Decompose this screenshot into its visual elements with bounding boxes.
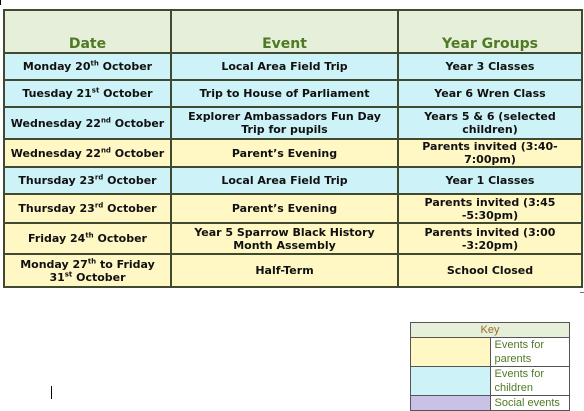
key-label-children: Events for children xyxy=(490,367,570,396)
key-swatch-children xyxy=(411,367,491,396)
header-date: Date xyxy=(4,10,171,53)
date-text: October xyxy=(110,116,165,130)
date-text: Monday 20 xyxy=(22,60,91,73)
date-text: Thursday 23 xyxy=(18,202,95,215)
year-groups-cell: Years 5 & 6 (selected children) xyxy=(398,107,582,139)
key-title: Key xyxy=(411,323,570,338)
key-label-parents: Events for parents xyxy=(490,338,570,367)
year-groups-cell: Parents invited (3:00 -3:20pm) xyxy=(398,223,582,254)
date-cell xyxy=(4,194,171,223)
text-boundary-mark xyxy=(0,0,1,5)
key-swatch-social xyxy=(411,396,491,411)
key-row-children xyxy=(411,367,570,396)
date-ordinal: nd xyxy=(100,145,111,154)
date-cell xyxy=(4,80,171,107)
date-text: Wednesday 22 xyxy=(10,116,101,130)
key-row-social xyxy=(411,396,570,411)
date-ordinal: rd xyxy=(94,173,104,182)
table-row xyxy=(4,53,582,80)
table-row xyxy=(4,194,582,223)
date-text: October xyxy=(72,270,126,284)
table-resize-mark xyxy=(580,292,584,293)
year-groups-cell: Year 3 Classes xyxy=(398,53,582,80)
year-groups-cell: Parents invited (3:40-7:00pm) xyxy=(398,139,582,167)
event-cell: Trip to House of Parliament xyxy=(171,80,398,107)
event-cell: Parent’s Evening xyxy=(171,139,398,167)
date-ordinal: rd xyxy=(94,201,104,210)
date-cell xyxy=(4,167,171,194)
table-row xyxy=(4,80,582,107)
date-ordinal: st xyxy=(64,269,73,278)
date-text: October xyxy=(99,87,153,100)
table-row xyxy=(4,167,582,194)
year-groups-cell: School Closed xyxy=(398,254,582,287)
key-swatch-parents xyxy=(411,338,491,367)
date-text: to Friday 31 xyxy=(49,257,155,284)
event-cell: Parent’s Evening xyxy=(171,194,398,223)
key-row-parents xyxy=(411,338,570,367)
date-cell xyxy=(4,223,171,254)
key-table xyxy=(410,322,570,411)
date-cell xyxy=(4,254,171,287)
date-ordinal: nd xyxy=(100,115,111,124)
event-cell: Half-Term xyxy=(171,254,398,287)
event-cell: Explorer Ambassadors Fun Day Trip for pupils xyxy=(171,107,398,139)
date-ordinal: th xyxy=(87,256,97,265)
date-text: Monday 27 xyxy=(20,257,88,271)
key-label-social: Social events xyxy=(490,396,570,411)
date-text: October xyxy=(103,202,157,215)
event-cell: Local Area Field Trip xyxy=(171,167,398,194)
event-cell: Year 5 Sparrow Black History Month Assembly xyxy=(171,223,398,254)
date-text: October xyxy=(98,60,153,73)
text-cursor[interactable] xyxy=(51,386,52,399)
date-cell xyxy=(4,53,171,80)
header-row xyxy=(4,10,582,53)
date-ordinal: st xyxy=(91,86,100,95)
date-text: Tuesday 21 xyxy=(22,87,92,100)
date-text: October xyxy=(103,174,157,187)
header-event: Event xyxy=(171,10,398,53)
date-text: October xyxy=(93,232,147,245)
date-text: Friday 24 xyxy=(28,232,86,245)
table-row xyxy=(4,223,582,254)
table-row xyxy=(4,254,582,287)
year-groups-cell: Parents invited (3:45 -5:30pm) xyxy=(398,194,582,223)
event-cell: Local Area Field Trip xyxy=(171,53,398,80)
date-ordinal: th xyxy=(85,231,94,240)
table-row xyxy=(4,139,582,167)
header-year-groups: Year Groups xyxy=(398,10,582,53)
date-cell xyxy=(4,107,171,139)
year-groups-cell: Year 1 Classes xyxy=(398,167,582,194)
date-text: Wednesday 22 xyxy=(10,146,101,160)
date-text: October xyxy=(110,146,165,160)
events-table xyxy=(3,9,583,288)
date-ordinal: th xyxy=(90,59,99,68)
table-row xyxy=(4,107,582,139)
date-text: Thursday 23 xyxy=(18,174,95,187)
date-cell xyxy=(4,139,171,167)
year-groups-cell: Year 6 Wren Class xyxy=(398,80,582,107)
